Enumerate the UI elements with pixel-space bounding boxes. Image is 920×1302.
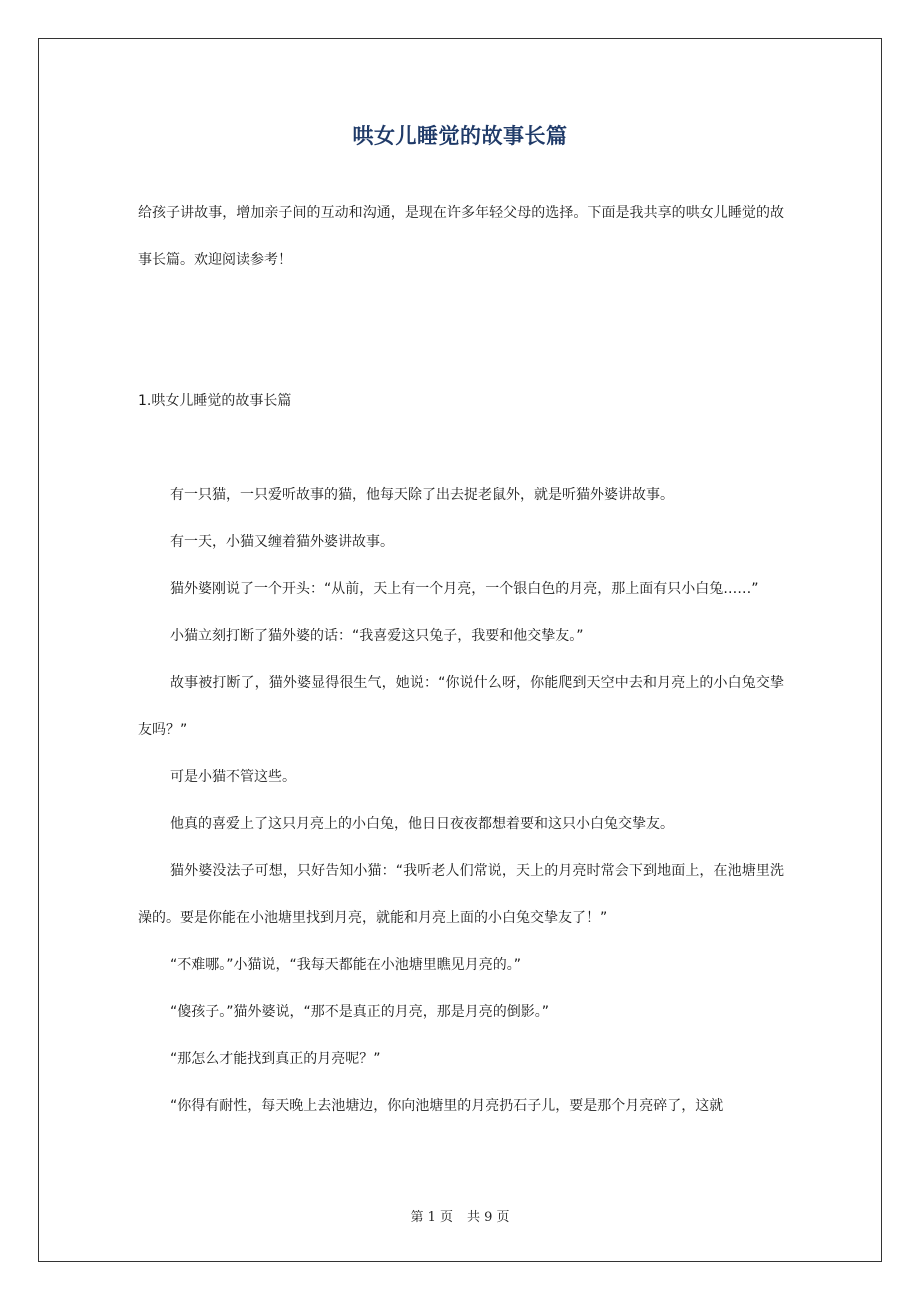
story-paragraph: 猫外婆没法子可想，只好告知小猫：“我听老人们常说，天上的月亮时常会下到地面上，在池塘里洗澡的。要是你能在小池塘里找到月亮，就能和月亮上面的小白兔交挚友了！”	[138, 863, 784, 926]
story-paragraph: 有一只猫，一只爱听故事的猫，他每天除了出去捉老鼠外，就是听猫外婆讲故事。	[170, 487, 674, 503]
page-title: 哄女儿睡觉的故事长篇	[352, 124, 568, 148]
page-footer	[38, 1206, 882, 1225]
intro-paragraph: 给孩子讲故事，增加亲子间的互动和沟通，是现在许多年轻父母的选择。下面是我共享的哄女儿睡觉的故事长篇。欢迎阅读参考！	[138, 205, 784, 268]
story-paragraph: 他真的喜爱上了这只月亮上的小白兔，他日日夜夜都想着要和这只小白兔交挚友。	[170, 816, 674, 832]
section-heading: 1.哄女儿睡觉的故事长篇	[138, 393, 292, 409]
story-paragraph: 可是小猫不管这些。	[170, 769, 296, 785]
story-paragraph: 有一天，小猫又缠着猫外婆讲故事。	[170, 534, 394, 550]
story-text	[138, 472, 784, 1130]
story-paragraph: “你得有耐性，每天晚上去池塘边，你向池塘里的月亮扔石子儿，要是那个月亮碎了，这就	[170, 1098, 724, 1114]
story-paragraph: 小猫立刻打断了猫外婆的话：“我喜爱这只兔子，我要和他交挚友。”	[170, 628, 584, 644]
story-paragraph: 猫外婆刚说了一个开头：“从前，天上有一个月亮，一个银白色的月亮，那上面有只小白兔……”	[170, 581, 759, 597]
page-number: 第 1 页	[410, 1210, 453, 1225]
story-paragraph: 故事被打断了，猫外婆显得很生气，她说：“你说什么呀，你能爬到天空中去和月亮上的小白兔交挚友吗？”	[138, 675, 784, 738]
story-paragraph: “那怎么才能找到真正的月亮呢？”	[170, 1051, 381, 1067]
story-paragraph: “不难哪。”小猫说，“我每天都能在小池塘里瞧见月亮的。”	[170, 957, 522, 973]
document-body	[138, 190, 784, 1130]
page-total: 共 9 页	[467, 1210, 510, 1225]
story-paragraph: “傻孩子。”猫外婆说，“那不是真正的月亮，那是月亮的倒影。”	[170, 1004, 550, 1020]
